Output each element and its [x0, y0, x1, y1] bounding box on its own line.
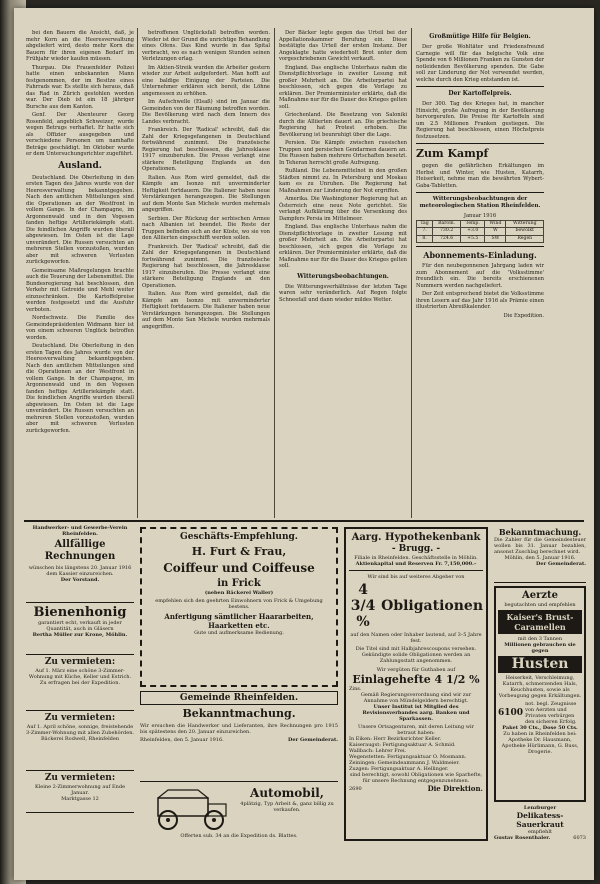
ad-headline: Zu vermieten:	[44, 713, 116, 723]
ad-text: not. begl. Zeugnisse von Aerzten und Privaten verbürgen den sicheren Erfolg.	[525, 701, 577, 725]
ad-bank-title: Aarg. Hypothekenbank	[351, 532, 481, 543]
ad-text: auf den Namen oder Inhaber lautend, auf 3–5 Jahre fest.	[350, 632, 482, 644]
ad-brand: Delikatess-Sauerkraut	[516, 811, 564, 829]
ad-headline: Zu vermieten:	[44, 657, 116, 667]
ad-contact: Zu erfragen bei der Expedition.	[39, 680, 121, 686]
ad-signer: Die Direktion.	[427, 784, 483, 793]
weather-heading: Witterungsbeobachtungen der meteorologischen Station Rheinfelden.	[419, 196, 541, 209]
ad-zu-vermieten-1	[26, 657, 134, 711]
article-paragraph: Italien. Aus Rom wird gemeldet, daß die Kämpfe am Isonzo mit unverminderter Heftigkeit fortdauern. Die Italiener haben neue Verstärkungen herangezogen. Die Stellungen auf dem Monte San Michele wurden mehrmals angegriffen.	[142, 291, 270, 330]
ad-contact: Offerten sub. 34 an die Expedition ds. Blattes.	[180, 833, 298, 839]
ad-place: Möhlin, den 5. Januar 1916.	[504, 555, 576, 561]
article-paragraph: Frankreich. Der 'Radical' schreibt, daß die Zahl der Kriegsgefangenen in Deutschland fortwährend zunimmt. Die französische Regierung hat beschlossen, die Jahresklasse 1917 einzuberufen. Die Presse verlangt eine stärkere Beteiligung Englands an den Operationen.	[142, 243, 270, 289]
ad-agent: Wallbach: Lehrer Frei.	[349, 748, 407, 754]
ad-headline: Zu vermieten:	[44, 773, 116, 783]
ad-seller: Bertha Müller zur Krone, Möhlin.	[32, 632, 128, 638]
article-paragraph: Italien. Aus Rom wird gemeldet, daß die Kämpfe am Isonzo mit unverminderter Heftigkeit fortdauern. Die Italiener haben neue Verstärkungen herangezogen. Die Stellungen auf dem Monte San Michele wurden mehrmals angegriffen.	[142, 174, 270, 213]
ad-automobil	[140, 781, 338, 841]
article-column-1	[26, 30, 134, 518]
ad-text: Wir vergüten für Guthaben auf	[376, 667, 456, 673]
ad-count: 6100	[498, 708, 524, 718]
ad-footer-row	[494, 835, 586, 841]
column-rule	[274, 28, 275, 518]
ad-seller: Gustav Rosenthaler.	[494, 835, 551, 841]
article-paragraph: Der Zeit entsprechend bietet die Volksstimme ihren Lesern auf das Jahr 1916 als Prämie einen illustrierten Abreißkalender.	[416, 291, 544, 310]
ad-headline: Automobil,	[250, 786, 324, 800]
ad-text: gegen die gefährlichen Erkältungen im Herbst und Winter, wie Husten, Katarrh, Heiserkeit, nehme man die bewährten Wybert-Gaba-Tabletten.	[416, 163, 544, 189]
weather-cell: SW	[485, 235, 506, 243]
weather-cell: 8.	[417, 235, 433, 243]
ad-subheader: begutachten und empfehlen	[504, 602, 576, 608]
ad-bank-branch: Filiale in Rheinfelden. Geschäftsstelle in Möhlin.	[354, 555, 478, 561]
signature: Die Expedition.	[503, 312, 544, 319]
article-paragraph: Im Aufschwelle (Elsaß) sind im Januar die Gemeinden von der Räumung betroffen worden. Die Bevölkerung wird nach dem Innern des Landes verbracht.	[142, 99, 270, 125]
ad-text: Wir sind bis auf weiteres Abgeber von	[367, 574, 465, 580]
article-column-4	[416, 30, 544, 518]
ad-text: Wir ersuchen die Handwerker und Lieferanten, ihre Rechnungen pro 1915 bis spätestens den 20. Januar einzureichen.	[140, 723, 338, 735]
article-paragraph: Der Bäcker legte gegen das Urteil bei der Appellationskammer Berufung ein. Diese bestätigte das Urteil der ersten Instanz. Der Angeklagte hatte wiederholt Brot unter dem vorgeschriebenen Gewicht verkauft.	[279, 30, 407, 62]
weather-col-header: Witterung	[506, 220, 544, 228]
article-paragraph: betroffenen Unglücksfall betroffen worden. Wieder ist der Grund die unrichtige Behandlung eines Ofens. Das Kind wurde in das Spital verbracht, wo es nach wenigen Stunden seinen Verletzungen erlag.	[142, 30, 270, 62]
ad-footer: Gute und aufmerksame Bedienung.	[194, 630, 284, 636]
article-paragraph: Genf. Der Abenteurer Georg Rosenfeld, angeblich Schweizer, wurde wegen Betrugs verhaftet. Er hatte sich als Offizier ausgegeben und verschiedene Personen um namhafte Beträge geschädigt. Im Oktober wurde er dem Untersuchungsrichter zugeführt.	[26, 112, 134, 157]
weather-date: Januar 1916	[463, 213, 497, 219]
article-paragraph: Persien. Die Kämpfe zwischen russischen Truppen und persischen Gendarmen dauern an. Die Russen haben mehrere Ortschaften besetzt. In Teheran herrscht große Aufregung.	[279, 140, 407, 166]
ad-signer: Der Gemeinderat.	[536, 561, 586, 567]
ad-gemeinde-rheinfelden	[140, 691, 338, 779]
ad-text: Unsere Ortsagenturen, mit deren Leitung wir betraut haben:	[358, 724, 474, 736]
weather-col-header: Tag	[417, 220, 433, 228]
ad-headline: Husten	[498, 656, 582, 673]
weather-cell: W	[485, 228, 506, 236]
article-paragraph: England. Das englische Unterhaus nahm die Dienstpflichtvorlage in zweiter Lesung mit großer Mehrheit an. Die Arbeiterpartei hat beschlossen, sich gegen die Vorlage zu erklären. Der Premierminister erklärte, daß die Maßnahme nur für die Dauer des Krieges gelten soll.	[279, 224, 407, 269]
ad-zu-vermieten-2	[26, 713, 134, 771]
ad-text: Kleine 2-Zimmerwohnung auf Ende Januar.	[34, 784, 126, 796]
ad-handwerker	[26, 525, 134, 603]
article-paragraph: Für den neubegonnenen Jahrgang laden wir zum Abonnement auf die 'Volksstimme' freundlich ein. Die bereits erschienenen Nummern werden nachgeliefert.	[416, 263, 544, 289]
ad-text: Heiserkeit, Verschleimung, Katarrh, schmerzenden Hals, Keuchhusten, sowie als Vorbeugung gegen Erkältungen.	[498, 675, 582, 699]
ad-count-row	[498, 701, 582, 725]
newspaper-page	[14, 8, 594, 880]
ad-footer-row	[349, 786, 483, 792]
ad-text: Gemäß Regierungsverordnung sind wir zur Annahme von Mündelgeldern berechtigt.	[360, 692, 472, 704]
article-paragraph: Gemeinsame Maßregelungen brachte auch die Teuerung der Lebensmittel. Die Bundesregierung hat beschlossen, den Verkehr mit Getreide und Mehl weiter einzuschränken. Die Kartoffelpreise werden festgesetzt und die Ausfuhr verboten.	[26, 267, 134, 313]
ad-agent: Zuzgen: Fertigungsaktuar A. Hellinger.	[349, 766, 449, 772]
section-heading: Witterungsbeobachtungen.	[297, 272, 389, 280]
ad-place: Rheinfelden, den 5. Januar 1916.	[140, 737, 224, 743]
ad-ref: 6073	[573, 835, 586, 841]
ad-text: empfiehlt	[527, 829, 553, 835]
ads-divider	[24, 520, 584, 522]
article-paragraph: Thurgau. Die Frauenfelder Polizei hatte einen unbekannten Mann festgenommen, der im Besitze eines Fahrrads war. Es stellte sich heraus, daß das Rad in Zürich gestohlen worden war. Der Dieb ist ein 18 jähriger Bursche aus dem Kanton.	[26, 64, 134, 110]
divider	[416, 143, 544, 144]
ad-headline: Bekanntmachung.	[498, 527, 582, 537]
ad-headline-zum-kampf: Zum Kampf	[416, 147, 489, 160]
ad-text: Unser Institut ist Mitglied des Revisionsverbandes aarg. Banken und Sparkassen.	[362, 704, 470, 722]
divider	[416, 192, 544, 193]
ad-agent: Wegenstetten: Fertigungsaktuar O. Mosmann.	[349, 754, 467, 760]
car-illustration	[144, 788, 234, 832]
ad-brand-sub: mit den 3 Tannen	[517, 636, 563, 642]
article-paragraph: Griechenland. Die Besetzung von Saloniki durch die Alliierten dauert an. Die griechische Regierung hat Protest erhoben. Die Bevölkerung ist beunruhigt über die Lage.	[279, 112, 407, 138]
ad-sauerkraut	[494, 805, 586, 845]
ad-text: Auf 1. März eine schöne 3-Zimmer-Wohnung mit Küche, Keller und Estrich.	[28, 668, 132, 680]
ad-dealers: Zu haben in Rheinfelden bei: Apotheke Dr. Hausmann, Apotheke Hürlimann, G. Buss, Drogerie.	[501, 731, 579, 755]
weather-table	[416, 220, 544, 244]
ad-spec: Anfertigung sämtlicher Haararbeiten, Haarketten etc.	[164, 612, 314, 630]
ad-headline: Geschäfts-Empfehlung.	[180, 532, 298, 542]
article-paragraph: bei den Bauern die Ansicht, daß, je mehr Korn an die Heeresverwaltung abgeliefert wird, desto mehr Korn die Bauern für ihren eigenen Bedarf im Frühjahr wieder kaufen müssen.	[26, 30, 134, 62]
divider	[416, 246, 544, 247]
article-paragraph: Frankreich. Der 'Radical' schreibt, daß die Zahl der Kriegsgefangenen in Deutschland fortwährend zunimmt. Die französische Regierung hat beschlossen, die Jahresklasse 1917 einzuberufen. Die Presse verlangt eine stärkere Beteiligung Englands an den Operationen.	[142, 127, 270, 172]
divider	[416, 86, 544, 87]
ad-agent: Kaiseraugst: Fertigungsaktuar A. Schmid.	[349, 742, 456, 748]
ad-headline: Bienenhonig	[33, 605, 127, 620]
ad-text: Die Zahler für die Gemeindesteuer wollen bis 31. Januar bezahlen, ansonst Zuschlag berechnet wird.	[494, 537, 586, 555]
article-paragraph: Der 300. Tag des Krieges hat, in mancher Hinsicht, große Aufregung in der Bevölkerung hervorgerufen. Die Preise für Kartoffeln sind um 2.5 Millionen Franken gestiegen. Die Regierung hat beschlossen, einen Höchstpreis festzusetzen.	[416, 101, 544, 140]
ad-contact: Marktgasse 12	[61, 796, 99, 802]
ad-hypothekenbank	[344, 527, 488, 841]
weather-cell: +5.5	[461, 235, 485, 243]
weather-cell: bewölkt	[506, 228, 544, 236]
weather-col-header: Temp.	[461, 220, 485, 228]
ad-headline: Allfällige Rechnungen	[44, 539, 116, 562]
article-paragraph: Rußland. Die Lebensmittelnot in den großen Städten nimmt zu. In Petersburg und Moskau kam es zu Unruhen. Die Regierung hat Maßnahmen zur Linderung der Not ergriffen.	[279, 168, 407, 194]
section-heading: Großmütige Hilfe für Belgien.	[429, 33, 531, 40]
weather-cell: 724.6	[433, 235, 461, 243]
ad-furt-coiffeur	[140, 527, 338, 687]
ad-name: H. Furt & Frau,	[191, 545, 287, 558]
section-heading: Der Kartoffelpreis.	[448, 90, 512, 97]
ad-signer: Der Vorstand.	[60, 577, 100, 583]
ad-header: Gemeinde Rheinfelden.	[140, 691, 338, 705]
article-paragraph: Im Aktien-Streik wurden die Arbeiter gestern wieder zur Arbeit aufgefordert. Man hofft auf eine baldige Einigung der Parteien. Die Unternehmer erklären sich bereit, die Löhne angemessen zu erhöhen.	[142, 64, 270, 97]
ad-text: Die Titel sind mit Halbjahrescoupons versehen. Gekündigte solide Obligationen werden an Zahlungsstatt angenommen.	[355, 646, 477, 664]
ad-text: 4plätzig, Typ Arbeit &, ganz billig zu verkaufen.	[240, 801, 334, 813]
ad-bekanntmachung	[494, 527, 586, 583]
ad-bank-capital: Aktienkapital und Reserven Fr. 7,150,000.–	[355, 561, 477, 567]
article-column-3	[279, 30, 407, 518]
article-paragraph: Der große Wohltäter und Friedensfreund Carnegie will für das belgische Volk eine Spende von 6 Millionen Franken zu Gunsten der notleidenden Bevölkerung spenden. Die Gabe soll zur Linderung der Not verwendet werden, welche durch den Krieg entstanden ist.	[416, 44, 544, 83]
article-paragraph: Die Witterungsverhältnisse der letzten Tage waren sehr veränderlich. Auf Regen folgte Schneefall und dann wieder mildes Wetter.	[279, 283, 407, 303]
column-rule	[137, 28, 138, 518]
article-paragraph: Nordschweiz. Die Familie des Gemeindepräsidenten Widmann hier ist von einem schweren Unglück betroffen worden.	[26, 315, 134, 341]
article-paragraph: England. Das englische Unterhaus nahm die Dienstpflichtvorlage in zweiter Lesung mit großer Mehrheit an. Die Arbeiterpartei hat beschlossen, sich gegen die Vorlage zu erklären. Der Premierminister erklärte, daß die Maßnahme nur für die Dauer des Krieges gelten soll.	[279, 64, 407, 110]
ad-brand: Kaiser's Brust-Caramellen	[498, 610, 582, 634]
ad-text: wünschen bis längstens 20. Januar 1916 dem Kassier einzureichen.	[28, 565, 132, 577]
ad-text: empfehlen sich den geehrten Einwohnern von Frick & Umgebung bestens.	[155, 598, 323, 610]
ad-text: sind berechtigt, sowohl Obligationen wie Sparhefte, für unsere Rechnung entgegenzunehmen.	[349, 772, 483, 784]
article-paragraph: Deutschland. Die Oberleitung in den ersten Tagen des Jahres wurde von der Heeresverwaltung bekanntgegeben. Nach den amtlichen Mitteilungen sind die Operationen an der Westfront in vollem Gange. In der Champagne, im Argonnenwald und in den Vogesen fanden heftige Artilleriekämpfe statt. Die feindlichen Angriffe wurden überall abgewiesen. Im Osten ist die Lage unverändert. Die Russen versuchten an mehreren Stellen vorzustoßen, wurden aber mit schweren Verlusten zurückgeworfen.	[26, 343, 134, 434]
ad-bienenhonig	[26, 605, 134, 655]
ad-text: Zins.	[349, 686, 362, 692]
ad-bank-city: - Brugg. -	[391, 544, 441, 554]
ad-product-2: Einlagehefte 4 1/2 %	[352, 673, 480, 686]
weather-cell: 7.	[417, 228, 433, 236]
ad-agent: Zeiningen: Gemeindeammann J. Waldmeier.	[349, 760, 460, 766]
weather-cell: 730.2	[433, 228, 461, 236]
column-rule	[411, 28, 412, 518]
ad-agent: In Eiken: Herr Bezirksrichter Keller.	[349, 736, 442, 742]
ad-text: garantiert echt, verkauft in jeder Quantität, auch in Gläsern	[38, 620, 122, 632]
ad-product: Obligationen	[381, 598, 483, 614]
ad-header: Lenzburger	[523, 805, 557, 811]
ad-headline: Bekanntmachung.	[182, 707, 296, 720]
section-heading-ausland: Ausland.	[58, 160, 102, 171]
ad-trade: Coiffeur und Coiffeuse	[163, 561, 315, 575]
weather-table-row	[417, 228, 544, 236]
ad-kaiser-caramellen	[494, 586, 586, 802]
weather-table-row	[417, 235, 544, 243]
weather-col-header: Barom.	[433, 220, 461, 228]
ad-text: Auf 1. April schöne, sonnige, freistehende 3-Zimmer-Wohnung mit allen Zubehörden.	[26, 724, 134, 736]
weather-table-header-row	[417, 220, 544, 228]
article-column-2	[142, 30, 270, 518]
article-paragraph: Amerika. Die Washingtoner Regierung hat an Österreich eine neue Note gerichtet. Sie verlangt Aufklärung über die Versenkung des Dampfers Persia im Mittelmeer.	[279, 196, 407, 222]
weather-cell: +3.0	[461, 228, 485, 236]
ad-text: Millionen gebrauchen sie gegen	[504, 642, 576, 654]
weather-col-header: Wind	[485, 220, 506, 228]
ad-ref: 2690	[349, 786, 362, 792]
ad-sublocation: (neben Bäckerei Waller)	[204, 590, 274, 596]
article-paragraph: Deutschland. Die Oberleitung in den ersten Tagen des Jahres wurde von der Heeresverwaltung bekanntgegeben. Nach den amtlichen Mitteilungen sind die Operationen an der Westfront in vollem Gange. In der Champagne, im Argonnenwald und in den Vogesen fanden heftige Artilleriekämpfe statt. Die feindlichen Angriffe wurden überall abgewiesen. Im Osten ist die Lage unverändert. Die Russen versuchten an mehreren Stellen vorzustoßen, wurden aber mit schweren Verlusten zurückgeworfen.	[26, 174, 134, 265]
ad-signer: Der Gemeinderat.	[288, 737, 338, 743]
ad-rate-row	[349, 582, 483, 630]
weather-cell: Regen	[506, 235, 544, 243]
ad-zu-vermieten-3	[26, 773, 134, 813]
article-paragraph: Serbien. Der Rückzug der serbischen Armee nach Albanien ist beendet. Die Reste der Truppen befinden sich an der Küste, wo sie von den Alliierten eingeschifft werden sollen.	[142, 215, 270, 241]
divider	[349, 570, 483, 571]
ad-header: Aerzte	[521, 590, 559, 601]
ad-org: Handwerker- und Gewerbe-Verein Rheinfelden.	[32, 525, 128, 537]
ad-rate: 4 3/4 %	[350, 582, 376, 630]
section-heading-abonnement: Abonnements-Einladung.	[423, 250, 537, 260]
ad-footer-row	[140, 737, 338, 743]
ad-price: Paket 30 Cts., Dose 50 Cts.	[502, 725, 578, 731]
ad-contact: Bäckerei Rodwell, Rheinfelden	[40, 736, 120, 742]
ad-location: in Frick	[217, 578, 261, 589]
